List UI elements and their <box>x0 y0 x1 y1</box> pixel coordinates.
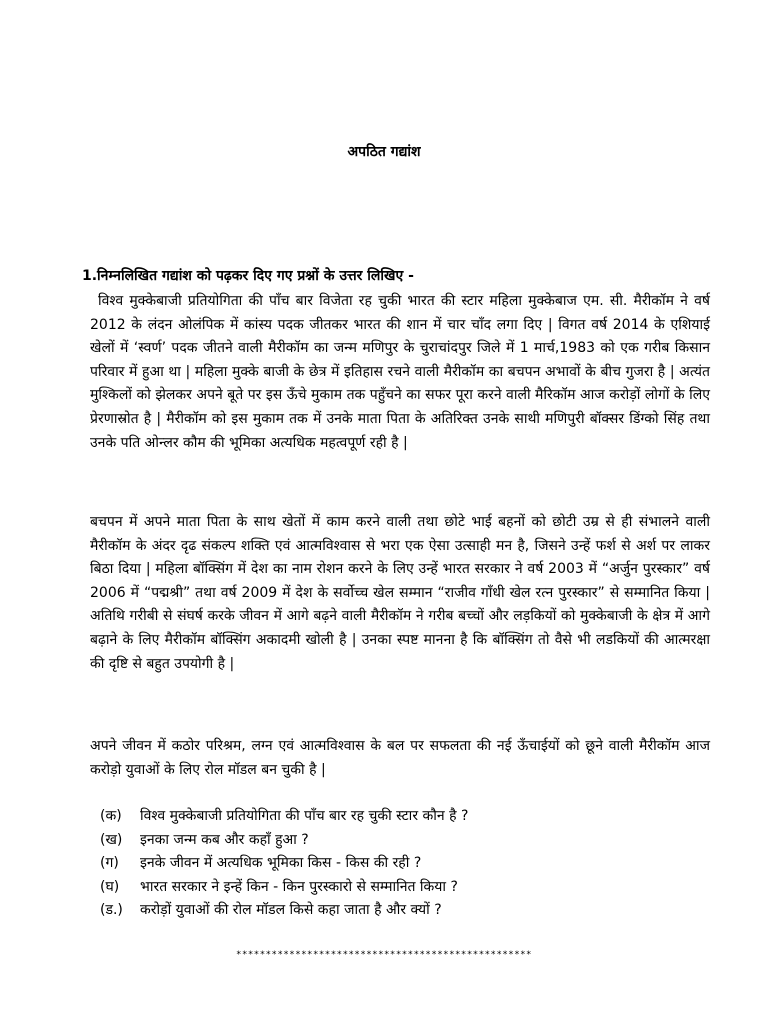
question-text: इनके जीवन में अत्यधिक भूमिका किस - किस की रही ? <box>140 855 422 872</box>
question-text: विश्व मुक्केबाजी प्रतियोगिता की पाँच बार रह चुकी स्टार कौन है ? <box>140 808 469 824</box>
separator-line: ************************************************** <box>236 950 532 960</box>
question-item <box>100 829 700 853</box>
question-item <box>100 876 700 900</box>
question-item <box>100 852 700 876</box>
question-marker: (ड.) <box>100 902 123 919</box>
question-text: करोड़ों युवाओं की रोल मॉडल किसे कहा जाता है और क्यों ? <box>140 902 442 919</box>
question-marker: (क) <box>100 808 122 824</box>
question-text: भारत सरकार ने इन्हें किन - किन पुरस्कारो से सम्मानित किया ? <box>140 878 458 895</box>
question-item <box>100 899 700 923</box>
question-heading: 1.निम्नलिखित गद्यांश को पढ़कर दिए गए प्रश्नों के उत्तर लिखिए - <box>82 268 414 284</box>
passage-paragraph-1: विश्व मुक्केबाजी प्रतियोगिता की पाँच बार विजेता रह चुकी भारत की स्टार महिला मुक्केबाज एम. सी. मैरीकॉम ने वर्ष 2012 के लंदन ओलंपिक में कांस्य पदक जीतकर भारत की शान में चार चाँद लगा दिए | विगत वर्ष 2014 के एशियाई खेलों में ‘स्वर्ण’ पदक जीतने वाली मैरीकॉम का जन्म मणिपुर के चुराचांदपुर जिले में 1 मार्च,1983 को एक गरीब किसान परिवार में हुआ था | महिला मुक्के बाजी के छेत्र में इतिहास रचने वाली मैरीकॉम का बचपन अभावों के बीच गुजरा है | अत्यंत मुश्किलों को झेलकर अपने बूते पर इस ऊँचे मुकाम तक पहुँचने का सफर पूरा करने वाली मैरिकॉम आज करोड़ों लोगों के लिए प्रेरणास्रोत है | मैरीकॉम को इस मुकाम तक में उनके माता पिता के अतिरिक्त उनके साथी मणिपुरी बॉक्सर डिंग्को सिंह तथा उनके पति ओन्लर कौम की भूमिका अत्यधिक महत्वपूर्ण रही है | <box>90 293 710 451</box>
question-marker: (घ) <box>100 878 120 895</box>
question-marker: (ग) <box>100 855 119 872</box>
question-text: इनका जन्म कब और कहाँ हुआ ? <box>140 831 309 848</box>
question-item <box>100 805 700 829</box>
question-marker: (ख) <box>100 831 123 848</box>
passage-paragraph-2: बचपन में अपने माता पिता के साथ खेतों में काम करने वाली तथा छोटे भाई बहनों को छोटी उम्र से ही संभालने वाली मैरीकॉम के अंदर दृढ संकल्प शक्ति एवं आत्मविश्वास से भरा एक ऐसा उत्साही मन है, जिसने उन्हें फर्श से अर्श पर लाकर बिठा दिया | महिला बॉक्सिंग में देश का नाम रोशन करने के लिए उन्हें भारत सरकार ने वर्ष 2003 में “अर्जुन पुरस्कार” वर्ष 2006 में “पद्मश्री” तथा वर्ष 2009 में देश के सर्वोच्च खेल सम्मान “राजीव गाँधी खेल रत्न पुरस्कार” से सम्मानित किया | अतिथि गरीबी से संघर्ष करके जीवन में आगे बढ़ने वाली मैरीकॉम ने गरीब बच्चों और लड़कियों को मुक्केबाजी के क्षेत्र में आगे बढ़ाने के लिए मैरीकॉम बॉक्सिंग अकादमी खोली है | उनका स्पष्ट मानना है कि बॉक्सिंग तो वैसे भी लडकियों की आत्मरक्षा की दृष्टि से बहुत उपयोगी है | <box>90 514 710 672</box>
page-title: अपठित गद्यांश <box>347 144 421 160</box>
question-list <box>100 805 700 923</box>
passage-paragraph-3: अपने जीवन में कठोर परिश्रम, लग्न एवं आत्मविश्वास के बल पर सफलता की नई ऊँचाईयों को छूने वाली मैरीकॉम आज करोड़ो युवाओं के लिए रोल मॉडल बन चुकी है | <box>90 738 710 778</box>
